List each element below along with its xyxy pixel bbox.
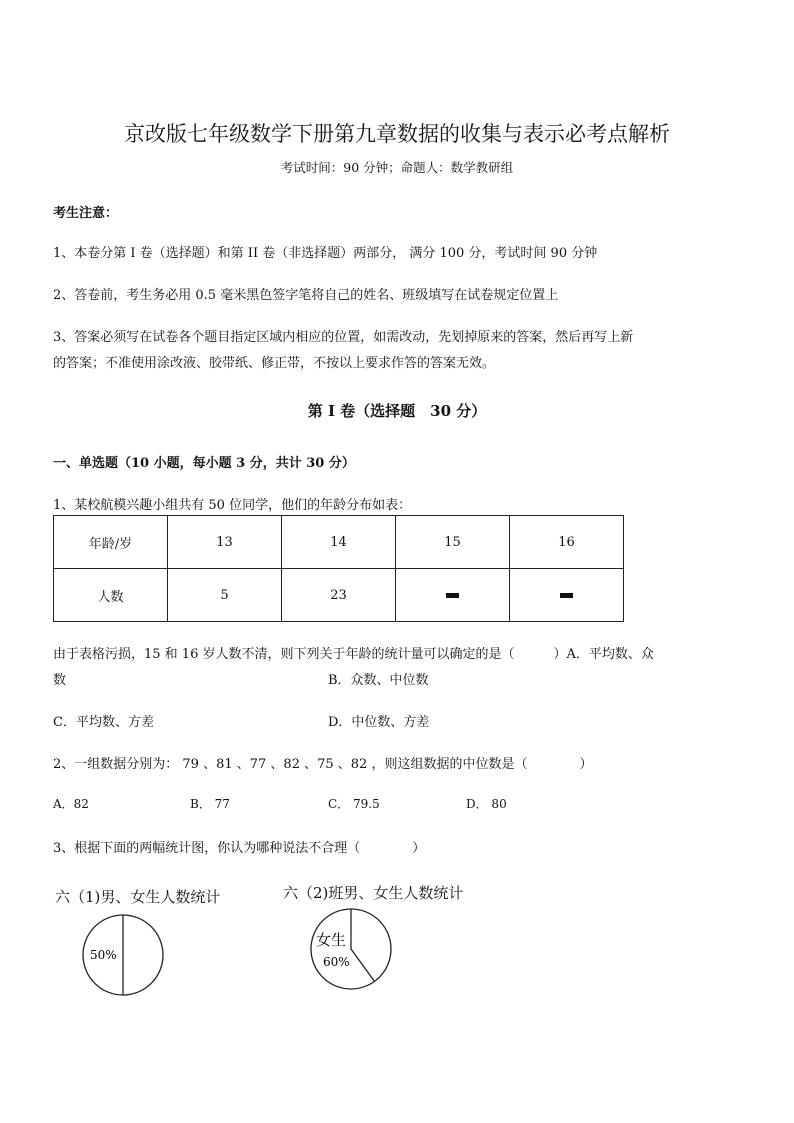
age-distribution-table [53,515,624,622]
notice-item-3: 3、答案必须写在试卷各个题目指定区域内相应的位置，如需改动，先划掉原来的答案，然后再写上新 [53,330,634,345]
q1-question: 由于表格污损，15 和 16 岁人数不清，则下列关于年龄的统计量可以确定的是（ ）A．平均数、众 [53,647,654,662]
table-cell: 年龄/岁 [54,516,168,569]
table-cell: 15 [395,516,509,569]
notice-item-1: 1、本卷分第 I 卷（选择题）和第 II 卷（非选择题）两部分， 满分 100 分，考试时间 90 分钟 [53,246,598,261]
q2-option-a: A．82 [53,797,89,811]
q2-stem: 2、一组数据分别为： 79 、81 、77 、82 、75 、82 ，则这组数据的中位数是（ ） [53,757,593,772]
exam-info: 考试时间：90 分钟；命题人：数学教研组 [280,160,514,175]
table-cell: 14 [281,516,395,569]
notice-item-3-cont: 的答案；不准使用涂改液、胶带纸、修正带，不按以上要求作答的答案无效。 [53,356,496,371]
table-cell-smudged [395,569,509,622]
table-cell: 16 [509,516,623,569]
pie-2-percent-label: 60% [323,955,350,969]
table-cell: 13 [168,516,282,569]
notice-heading: 考生注意： [53,206,119,221]
q1-option-b: B．众数、中位数 [328,673,429,688]
section-title: 第 I 卷（选择题 30 分） [307,402,487,420]
q2-option-c: C． 79.5 [328,797,380,811]
table-cell: 人数 [54,569,168,622]
q3-stem: 3、根据下面的两幅统计图，你认为哪种说法不合理（ ） [53,841,426,856]
q1-option-d: D．中位数、方差 [328,715,430,730]
table-cell: 5 [168,569,282,622]
pie-chart-2 [308,906,394,992]
q2-option-b: B． 77 [190,797,230,811]
smudge-mark [446,593,459,598]
q1-option-c: C．平均数、方差 [53,715,154,730]
page-title: 京改版七年级数学下册第九章数据的收集与表示必考点解析 [124,122,670,146]
q2-option-d: D． 80 [466,797,507,811]
table-row [54,569,624,622]
chart-2-title: 六（2)班男、女生人数统计 [283,884,464,902]
q1-stem: 1、某校航模兴趣小组共有 50 位同学，他们的年龄分布如表： [53,498,412,513]
pie-1-percent-label: 50% [90,948,117,962]
notice-item-2: 2、答卷前，考生务必用 0.5 毫米黑色签字笔将自己的姓名、班级填写在试卷规定位置上 [53,288,559,303]
q1-question-cont: 数 [53,673,67,688]
part-heading: 一、单选题（10 小题，每小题 3 分，共计 30 分） [53,456,355,471]
table-cell-smudged [509,569,623,622]
table-cell: 23 [281,569,395,622]
smudge-mark [560,593,573,598]
table-row [54,516,624,569]
pie-2-category-label: 女生 [316,931,347,949]
pie-chart-1 [80,912,166,998]
chart-1-title: 六（1)男、女生人数统计 [55,888,221,906]
pie-2-slice-girls [351,909,375,981]
